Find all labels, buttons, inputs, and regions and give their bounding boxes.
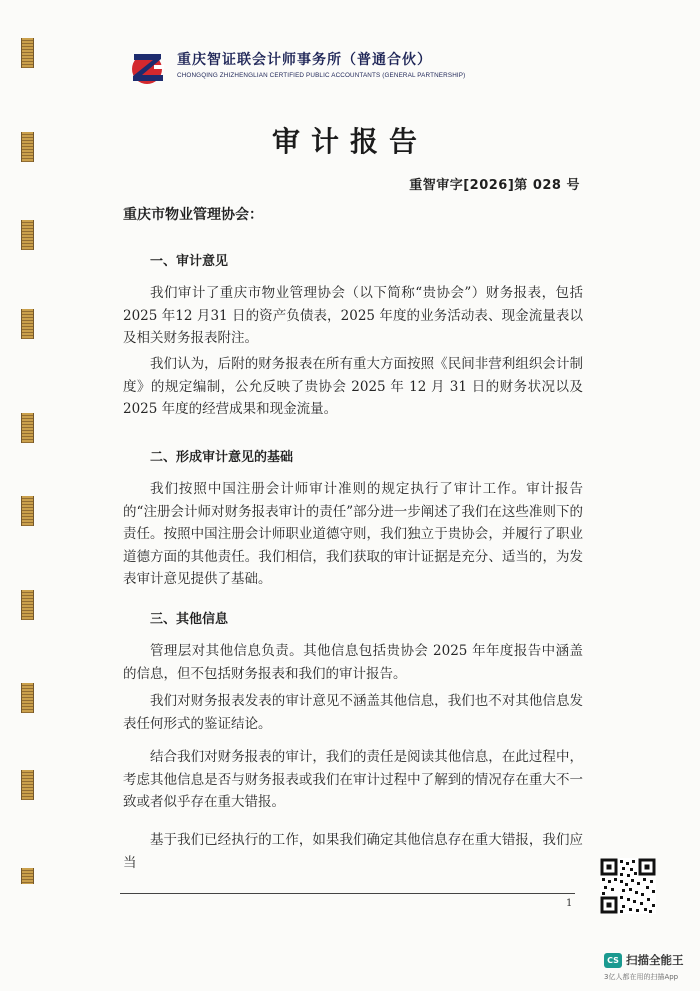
firm-logo-icon	[127, 48, 169, 86]
binding-hole-icon	[21, 413, 34, 443]
paragraph: 基于我们已经执行的工作，如果我们确定其他信息存在重大错报，我们应当	[123, 832, 583, 871]
qr-code-icon	[600, 858, 656, 914]
binding-hole-icon	[21, 496, 34, 526]
addressee: 重庆市物业管理协会：	[123, 207, 263, 223]
paragraph: 我们按照中国注册会计师审计准则的规定执行了审计工作。审计报告的“注册会计师对财务报表审计的责任”部分进一步阐述了我们在这些准则下的责任。按照中国注册会计师职业道德守则，我们独立于贵协会，并履行了职业道德方面的其他责任。我们相信，我们获取的审计证据是充分、适当的，为发表审计意见提供了基础。	[123, 481, 583, 587]
binding-hole-icon	[21, 220, 34, 250]
binding-hole-icon	[21, 868, 34, 884]
document-title: 审计报告	[271, 125, 428, 158]
paragraph: 我们对财务报表发表的审计意见不涵盖其他信息，我们也不对其他信息发表任何形式的鉴证结论。	[123, 693, 583, 732]
section-heading-basis-for-opinion: 二、形成审计意见的基础	[150, 450, 294, 465]
paragraph: 管理层对其他信息负责。其他信息包括贵协会 2025 年年度报告中涵盖的信息，但不包括财务报表和我们的审计报告。	[123, 643, 583, 682]
firm-english-name: CHONGQING ZHIZHENGLIAN CERTIFIED PUBLIC ACCOUNTANTS (GENERAL PARTNERSHIP)	[177, 72, 466, 79]
footer-divider	[120, 893, 575, 894]
scanner-tagline: 3亿人都在用的扫描App	[604, 973, 679, 981]
paragraph: 结合我们对财务报表的审计，我们的责任是阅读其他信息，在此过程中，考虑其他信息是否与财务报表或我们在审计过程中了解到的情况存在重大不一致或者似乎存在重大错报。	[123, 749, 583, 810]
binding-hole-icon	[21, 590, 34, 620]
reference-number: 重智审字[2026]第 028 号	[409, 178, 580, 193]
firm-name: 重庆智证联会计师事务所（普通合伙）	[177, 52, 432, 68]
section-heading-audit-opinion: 一、审计意见	[150, 254, 229, 269]
binding-hole-icon	[21, 309, 34, 339]
binding-hole-icon	[21, 683, 34, 713]
scanner-app-name: 扫描全能王	[626, 953, 684, 967]
section-heading-other-information: 三、其他信息	[150, 612, 229, 627]
binding-hole-icon	[21, 38, 34, 68]
binding-hole-icon	[21, 770, 34, 800]
paragraph: 我们审计了重庆市物业管理协会（以下简称“贵协会”）财务报表，包括2025 年12 月31 日的资产负债表，2025 年度的业务活动表、现金流量表以及相关财务报表附注。	[123, 285, 583, 346]
page-number: 1	[566, 898, 573, 909]
scanner-logo-icon: CS	[604, 953, 622, 968]
paragraph: 我们认为，后附的财务报表在所有重大方面按照《民间非营利组织会计制度》的规定编制，公允反映了贵协会 2025 年 12 月 31 日的财务状况以及 2025 年度的经营成果和现金流量。	[123, 356, 583, 417]
